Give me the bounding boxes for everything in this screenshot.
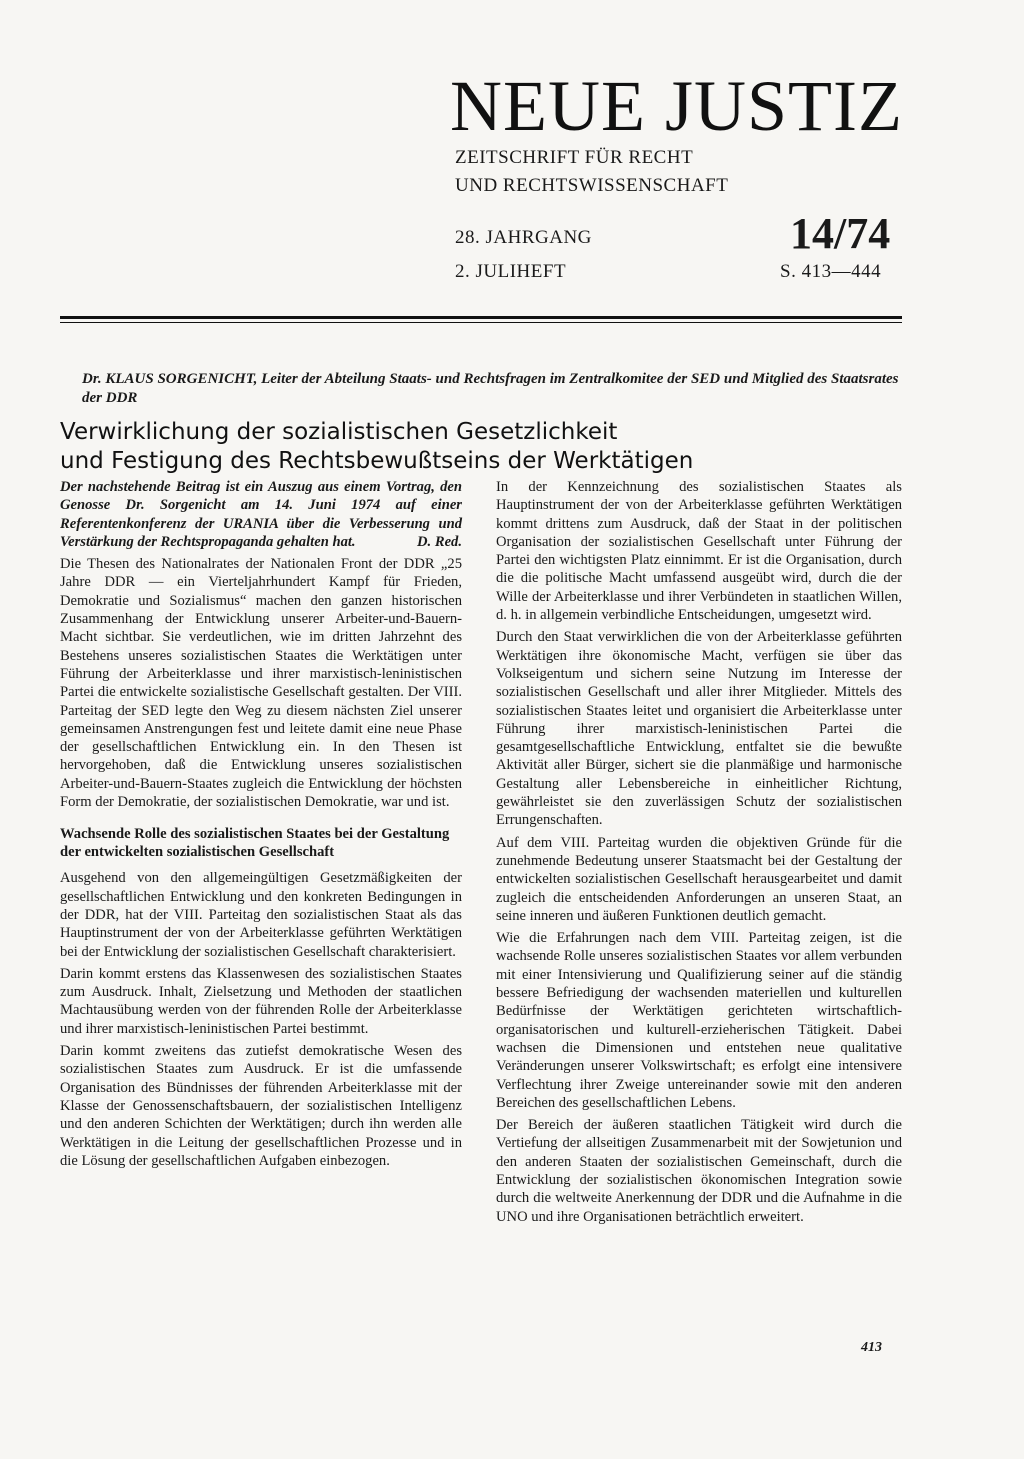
paragraph: In der Kennzeichnung des sozialistischen Staates als Hauptinstrument der von der Arbeiterklasse geführten Werktätigen kommt drittens zum Ausdruck, daß der Staat in der politischen Organisation der sozialistischen Gesellschaft unter Führung der Partei den wichtigsten Platz einnimmt. Er ist die Organisation, durch die die politische Macht umfassend ausgeübt wird, durch die der Wille der Arbeiterklasse und ihrer Verbündeten in staatlichen Willen, d. h. in allgemein verbindliche Entscheidungen, umgesetzt wird. <box>496 479 902 624</box>
paragraph: Wie die Erfahrungen nach dem VIII. Parteitag zeigen, ist die wachsende Rolle unseres sozialistischen Staates vor allem verbunden mit einer Intensivierung und Qualifizierung seiner auf die ständig bessere Befriedigung der wachsenden materiellen und kulturellen Bedürfnisse der Werktätigen gerichteten wirtschaftlich-organisatorischen und kulturell-erzieherischen Tätigkeit. Dabei wachsen die Dimensionen und entstehen neue qualitative Veränderungen unserer Volkswirtschaft; es erfolgt eine intensivere Verflechtung ihrer Zweige untereinander sowie mit den anderen Bereichen des gesellschaftlichen Lebens. <box>496 930 902 1111</box>
page-range: S. 413—444 <box>780 261 882 282</box>
editorial-intro-text: Der nachstehende Beitrag ist ein Auszug aus einem Vortrag, den Genosse Dr. Sorgenicht am 14. Juni 1974 auf einer Referentenkonferenz der URANIA über die Verbesserung und Verstärkung der Rechtspropaganda gehalten hat. <box>60 479 462 550</box>
editorial-intro <box>60 478 462 551</box>
paragraph: Die Thesen des Nationalrates der Nationalen Front der DDR „25 Jahre DDR — ein Vierteljahrhundert Kampf für Frieden, Demokratie und Sozialismus“ machen den ganzen historischen Zusammenhang der Entwicklung unserer Arbeiter-und-Bauern-Macht sichtbar. Sie verdeutlichen, wie im dritten Jahrzehnt des Bestehens unseres sozialistischen Staates die Werktätigen unter Führung der Arbeiterklasse und ihrer marxistisch-leninistischen Partei die entwickelte sozialistische Gesellschaft gestalten. Der VIII. Parteitag der SED legte den Weg zu diesem nächsten Ziel unserer gemeinsamen Anstrengungen fest und leitete damit eine neue Phase der gesellschaftlichen Entwicklung ein. In den Thesen ist hervorgehoben, daß die Entwicklung unseres sozialistischen Arbeiter-und-Bauern-Staates zugleich die Entwicklung der höchsten Form der Demokratie, der sozialistischen Demokratie, war und ist. <box>60 556 462 811</box>
volume-label: 28. JAHRGANG <box>455 227 592 248</box>
article-title <box>60 418 920 476</box>
paragraph: Darin kommt zweitens das zutiefst demokratische Wesen des sozialistischen Staates zum Ausdruck. Er ist die umfassende Organisation des Bündnisses der führenden Arbeiterklasse mit der Klasse der Genossenschaftsbauern, der sozialistischen Intelligenz und den anderen Schichten der Werktätigen; durch ihn werden alle Werktätigen in die Leitung der gesellschaftlichen Prozesse und in die Lösung der gesellschaftlichen Aufgaben einbezogen. <box>60 1043 462 1169</box>
article-title-line1: Verwirklichung der sozialistischen Gesetzlichkeit <box>60 419 618 445</box>
paragraph: Darin kommt erstens das Klassenwesen des sozialistischen Staates zum Ausdruck. Inhalt, Zielsetzung und Methoden der staatlichen Machtausübung werden von der führenden Rolle der Arbeiterklasse und ihrer marxistisch-leninistischen Partei bestimmt. <box>60 965 462 1037</box>
header-rule-thin <box>60 322 902 323</box>
article-title-line2: und Festigung des Rechtsbewußtseins der Werktätigen <box>60 448 694 474</box>
left-column <box>60 478 462 1174</box>
editorial-signature: D. Red. <box>417 533 462 550</box>
section-heading: Wachsende Rolle des sozialistischen Staates bei der Gestaltung der entwickelten sozialistischen Gesellschaft <box>60 826 450 861</box>
paragraph: Ausgehend von den allgemeingültigen Gesetzmäßigkeiten der gesellschaftlichen Entwicklung und den konkreten Bedingungen in der DDR, hat der VIII. Parteitag den sozialistischen Staat als das Hauptinstrument der von der Arbeiterklasse geführten Werktätigen bei der Entwicklung der sozialistischen Gesellschaft charakterisiert. <box>60 870 462 960</box>
journal-subtitle-line1: ZEITSCHRIFT FÜR RECHT <box>455 147 694 168</box>
header-rule-thick <box>60 316 902 319</box>
paragraph: Der Bereich der äußeren staatlichen Tätigkeit wird durch die Vertiefung der allseitigen Zusammenarbeit mit der Sowjetunion und den anderen Staaten der sozialistischen Gemeinschaft, durch die Entwicklung der sozialistischen ökonomischen Integration sowie durch die weltweite Anerkennung der DDR und die Aufnahme in die UNO und ihre Organisationen beträchtlich erweitert. <box>496 1117 902 1225</box>
page-number: 413 <box>861 1340 882 1355</box>
paragraph: Auf dem VIII. Parteitag wurden die objektiven Gründe für die zunehmende Bedeutung unserer Staatsmacht bei der Gestaltung der entwickelten sozialistischen Gesellschaft herausgearbeitet und damit zugleich die entscheidenden Anforderungen an unseren Staat, an seine inneren und äußeren Funktionen deutlich gemacht. <box>496 834 902 924</box>
paragraph: Durch den Staat verwirklichen die von der Arbeiterklasse geführten Werktätigen ihre ökonomische Macht, verfügen sie über das Volkseigentum und sichern seine Nutzung im Interesse der sozialistischen Gesellschaft und aller ihrer Mitglieder. Mittels des sozialistischen Staates leitet und organisiert die Arbeiterklasse unter Führung ihrer marxistisch-leninistischen Partei die gesamtgesellschaftliche Entwicklung, entfaltet sie die bewußte Aktivität aller Bürger, sichert sie die planmäßige und harmonische Gestaltung aller Lebensbereiche in einheitlicher Richtung, gewährleistet sie den zuverlässigen Schutz der sozialistischen Errungenschaften. <box>496 629 902 829</box>
journal-subtitle-line2: UND RECHTSWISSENSCHAFT <box>455 175 729 196</box>
right-column <box>496 478 902 1230</box>
issue-number: 14/74 <box>790 209 891 258</box>
author-line: Dr. KLAUS SORGENICHT, Leiter der Abteilung Staats- und Rechtsfragen im Zentralkomitee der SED und Mitglied des Staatsrates der DDR <box>82 371 899 406</box>
journal-title: NEUE JUSTIZ <box>450 66 903 146</box>
issue-label: 2. JULIHEFT <box>455 261 567 282</box>
